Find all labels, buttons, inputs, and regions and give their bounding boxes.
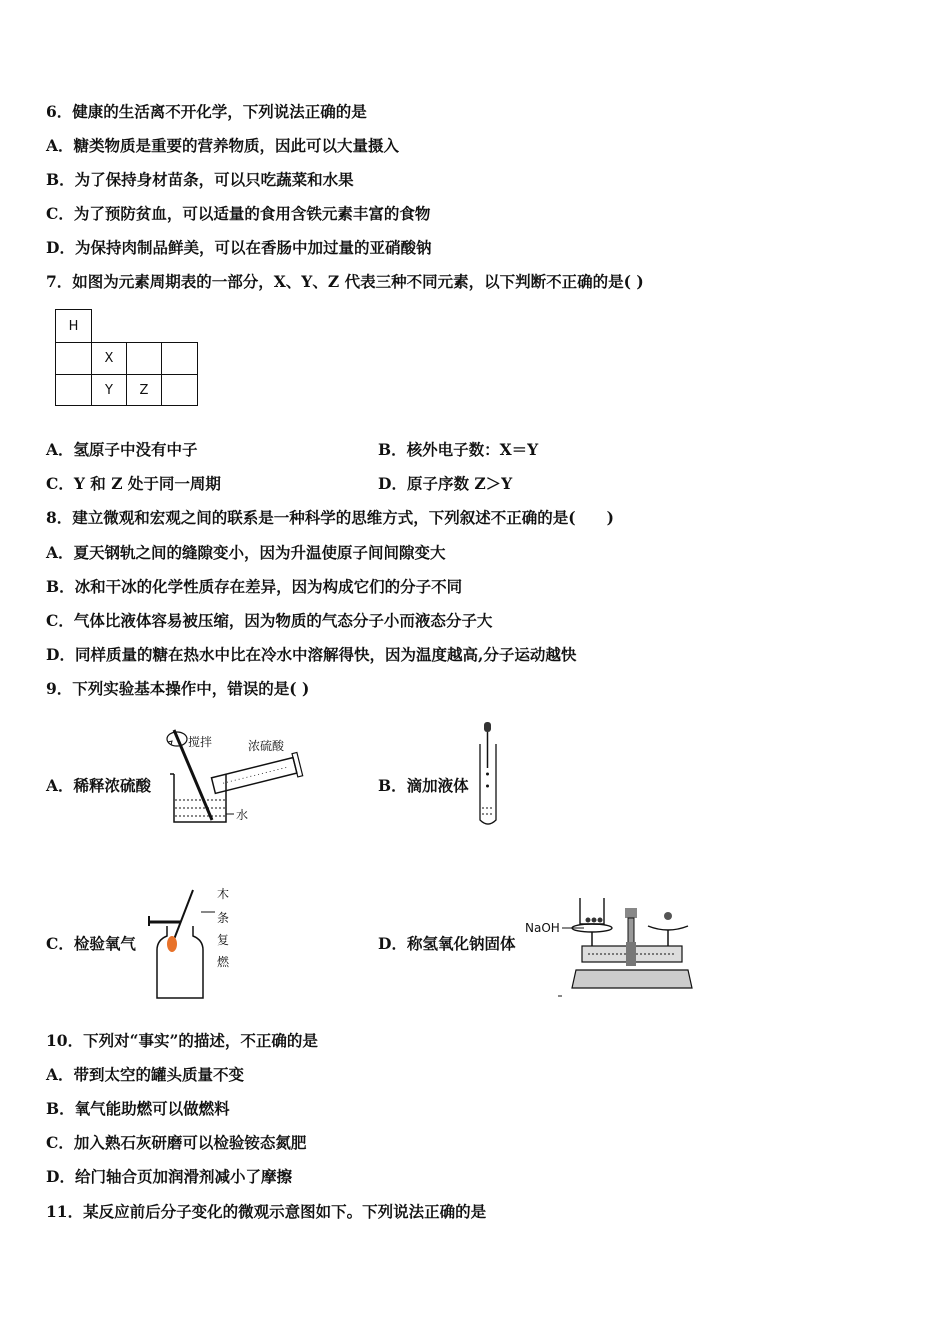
q8-stem: 8．建立微观和宏观之间的联系是一种科学的思维方式，下列叙述不正确的是( ) <box>46 508 614 527</box>
weigh-naoh-figure <box>522 886 694 1000</box>
wood-char-4: 燃 <box>217 955 230 969</box>
q7-option-b: B．核外电子数：X＝Y <box>378 440 539 459</box>
q9-stem: 9．下列实验基本操作中，错误的是( ) <box>46 679 310 698</box>
q9-option-c: C．检验氧气 <box>46 934 136 953</box>
drop-liquid-figure <box>472 720 504 830</box>
dilute-acid-figure <box>160 722 320 832</box>
wood-char-3: 复 <box>217 933 230 947</box>
q6-option-b: B．为了保持身材苗条，可以只吃蔬菜和水果 <box>46 170 354 189</box>
q10-option-c: C．加入熟石灰研磨可以检验铵态氮肥 <box>46 1133 307 1152</box>
naoh-label: NaOH <box>525 921 560 935</box>
q6-stem: 6．健康的生活离不开化学，下列说法正确的是 <box>46 102 367 121</box>
cell-empty <box>55 342 92 375</box>
q7-option-d: D．原子序数 Z＞Y <box>378 474 513 493</box>
cell-empty <box>55 374 92 406</box>
q6-option-a: A．糖类物质是重要的营养物质，因此可以大量摄入 <box>46 136 400 155</box>
q11-stem: 11．某反应前后分子变化的微观示意图如下。下列说法正确的是 <box>46 1202 487 1221</box>
q8-option-b: B．冰和干冰的化学性质存在差异，因为构成它们的分子不同 <box>46 577 463 596</box>
q9-option-d: D．称氢氧化钠固体 <box>378 934 516 953</box>
q6-option-d: D．为保持肉制品鲜美，可以在香肠中加过量的亚硝酸钠 <box>46 238 432 257</box>
q6-option-c: C．为了预防贫血，可以适量的食用含铁元素丰富的食物 <box>46 204 431 223</box>
cell-empty <box>161 342 198 375</box>
conc-acid-label: 浓硫酸 <box>248 739 285 753</box>
q10-option-b: B．氧气能助燃可以做燃料 <box>46 1099 230 1118</box>
q8-option-a: A．夏天钢轨之间的缝隙变小，因为升温使原子间间隙变大 <box>46 543 446 562</box>
cell-h: H <box>55 309 92 343</box>
wood-char-2: 条 <box>217 911 230 925</box>
q10-stem: 10．下列对“事实”的描述，不正确的是 <box>46 1031 318 1050</box>
cell-empty <box>126 342 162 375</box>
q7-stem: 7．如图为元素周期表的一部分，X、Y、Z 代表三种不同元素，以下判断不正确的是( ) <box>46 272 644 291</box>
q7-option-c: C．Y 和 Z 处于同一周期 <box>46 474 221 493</box>
q9-option-a: A．稀释浓硫酸 <box>46 776 152 795</box>
q9-option-b: B．滴加液体 <box>378 776 469 795</box>
water-label: 水 <box>236 808 249 822</box>
stir-label: 搅拌 <box>188 735 213 749</box>
q8-option-d: D．同样质量的糖在热水中比在冷水中溶解得快，因为温度越高,分子运动越快 <box>46 645 577 664</box>
q10-option-a: A．带到太空的罐头质量不变 <box>46 1065 245 1084</box>
cell-y: Y <box>91 374 127 406</box>
q8-option-c: C．气体比液体容易被压缩，因为物质的气态分子小而液态分子大 <box>46 611 493 630</box>
q10-option-d: D．给门轴合页加润滑剂减小了摩擦 <box>46 1167 292 1186</box>
cell-x: X <box>91 342 127 375</box>
test-oxygen-figure <box>145 880 245 1005</box>
wood-char-1: 木 <box>217 887 230 901</box>
cell-z: Z <box>126 374 162 406</box>
q7-option-a: A．氢原子中没有中子 <box>46 440 198 459</box>
cell-empty <box>161 374 198 406</box>
